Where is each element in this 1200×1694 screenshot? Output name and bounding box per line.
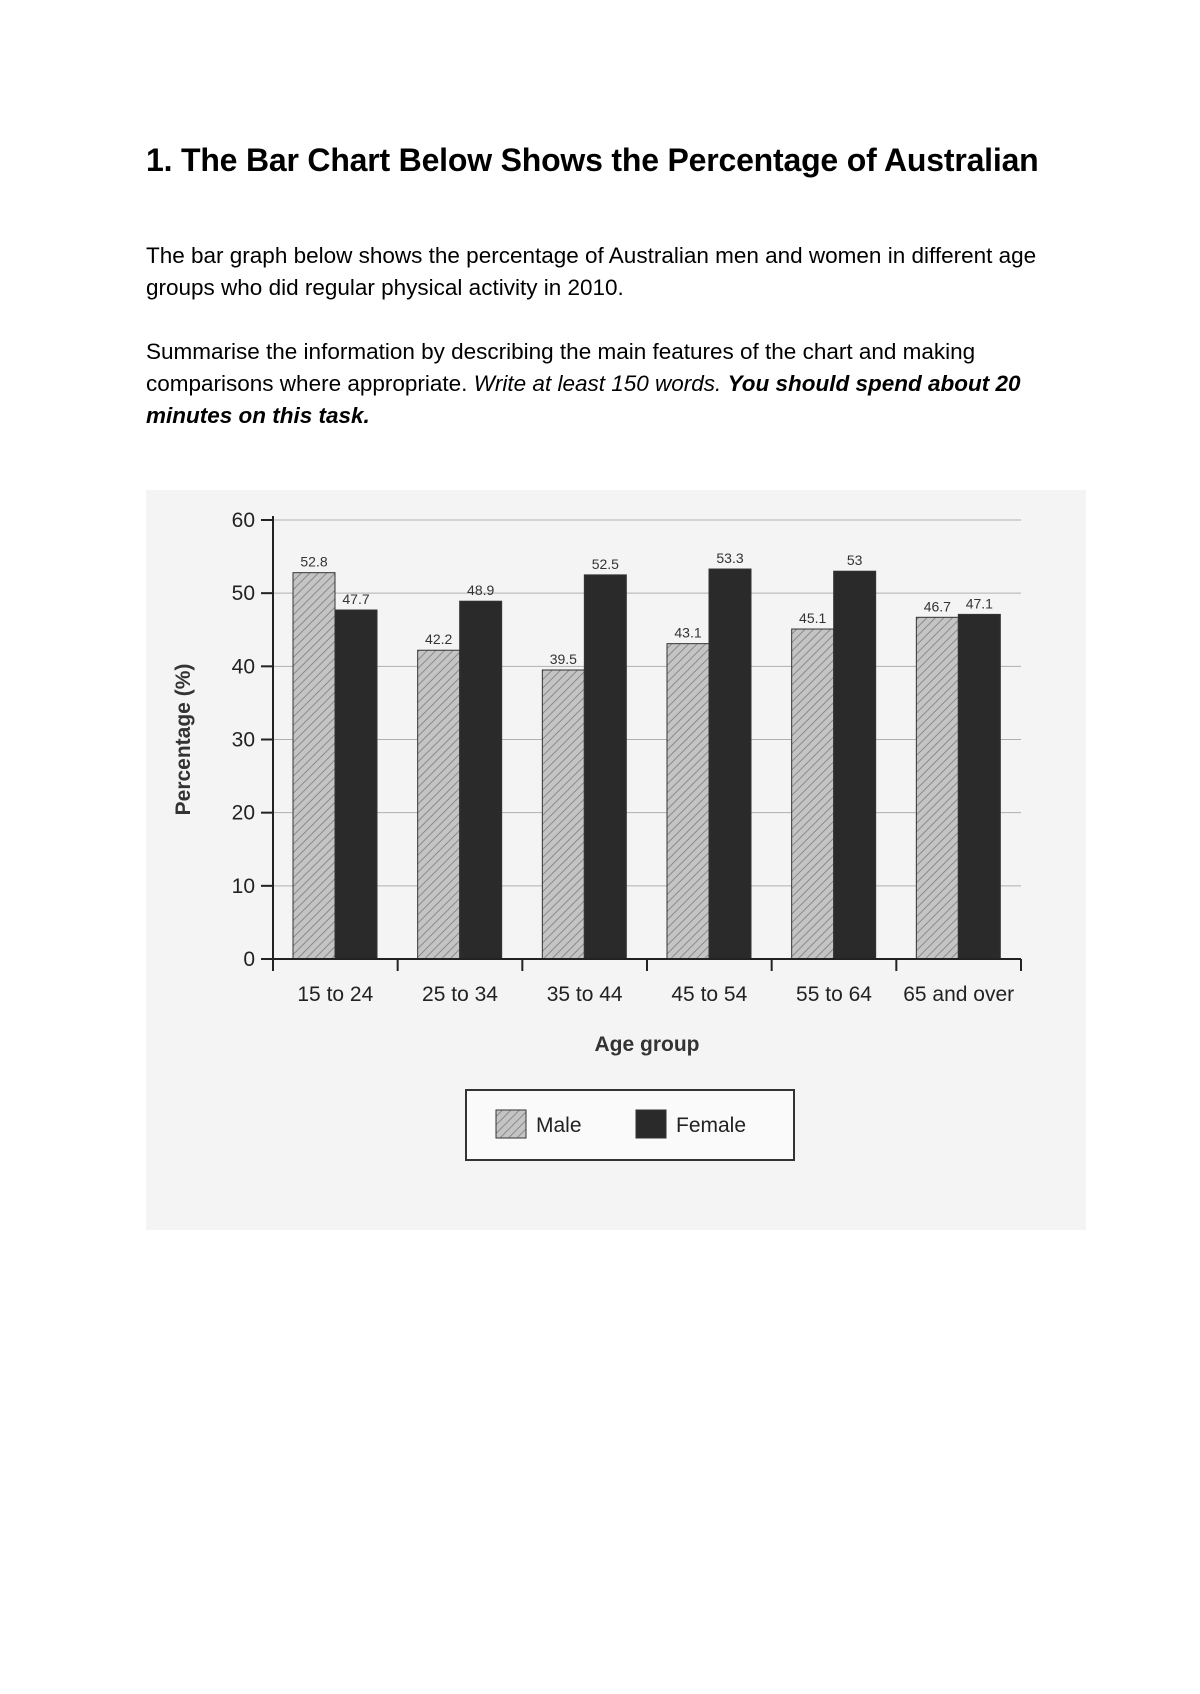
bar-male [792, 629, 834, 959]
bar-female [834, 571, 876, 959]
bar-chart-figure [146, 490, 1086, 1230]
instructions-paragraph [146, 336, 1106, 432]
data-label: 52.5 [591, 555, 619, 572]
data-label: 53 [846, 552, 863, 569]
page-title: 1. The Bar Chart Below Shows the Percentage of Australian [146, 142, 1039, 178]
bar-female [958, 614, 1000, 959]
data-label: 43.1 [674, 624, 702, 641]
x-tick-label: 65 and over [903, 983, 1015, 1006]
word-count-instruction: Write at least 150 words. [473, 371, 722, 396]
x-tick-label: 35 to 44 [546, 983, 623, 1006]
bar-chart [146, 490, 1086, 1230]
data-label: 52.8 [300, 553, 328, 570]
y-tick-label: 60 [231, 509, 255, 532]
legend-swatch-female [636, 1110, 666, 1138]
data-label: 47.7 [342, 590, 370, 607]
data-label: 47.1 [965, 595, 993, 612]
y-tick-label: 20 [231, 801, 255, 825]
bar-male [916, 617, 958, 959]
data-label: 46.7 [923, 598, 951, 615]
y-tick-label: 40 [231, 655, 255, 679]
y-tick-label: 30 [231, 728, 255, 752]
y-axis-title: Percentage (%) [172, 663, 195, 816]
y-tick-label: 50 [231, 582, 255, 606]
y-tick-label: 0 [243, 948, 255, 971]
bar-female [460, 601, 502, 959]
x-tick-label: 45 to 54 [671, 983, 748, 1006]
x-tick-label: 25 to 34 [422, 983, 498, 1006]
bar-male [542, 670, 584, 959]
legend-label-male: Male [536, 1114, 582, 1137]
data-label: 39.5 [549, 650, 577, 667]
bar-female [335, 610, 377, 959]
bar-male [667, 644, 709, 959]
data-label: 42.2 [425, 631, 453, 648]
bar-female [709, 569, 751, 959]
instructions-text: Summarise the information by describing the main features of the chart and making comparisons where appropriate. [146, 339, 976, 396]
legend-swatch-male [496, 1110, 526, 1138]
bar-male [418, 650, 460, 959]
time-instruction: You should spend about 20 minutes on this task. [146, 371, 1021, 428]
y-tick-label: 10 [231, 874, 255, 898]
bar-male [293, 573, 335, 959]
x-axis-title: Age group [594, 1033, 700, 1056]
data-label: 48.9 [467, 582, 495, 599]
data-label: 45.1 [799, 610, 827, 627]
data-label: 53.3 [716, 550, 744, 567]
intro-paragraph: The bar graph below shows the percentage of Australian men and women in different age groups who did regular physical activity in 2010. [146, 243, 1037, 300]
x-tick-label: 55 to 64 [796, 983, 872, 1006]
bar-female [584, 575, 626, 959]
legend-label-female: Female [676, 1114, 747, 1137]
x-tick-label: 15 to 24 [297, 983, 374, 1006]
